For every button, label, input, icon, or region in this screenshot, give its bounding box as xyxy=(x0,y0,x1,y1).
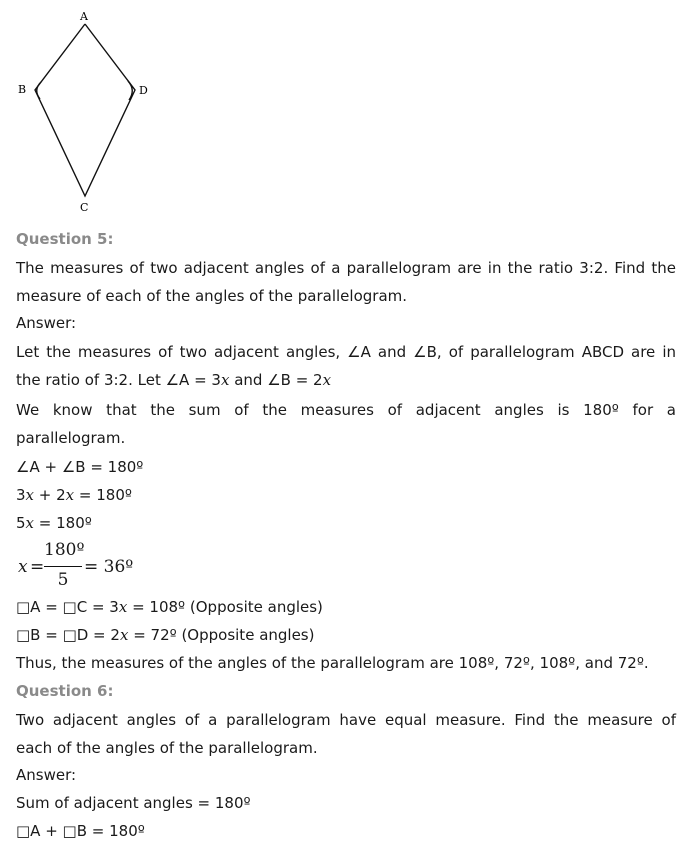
var-x: x xyxy=(322,371,332,389)
var-x: x xyxy=(220,371,230,389)
q5-statement-2-line-2: parallelogram. xyxy=(16,429,126,447)
q5-statement-1-line-1: Let the measures of two adjacent angles, ∠A and ∠B, of parallelogram ABCD are in xyxy=(16,343,676,361)
var-x: x xyxy=(119,626,129,644)
q6-statement-1: Sum of adjacent angles = 180º xyxy=(16,794,251,812)
q5-equation-5 xyxy=(16,598,323,616)
eq6-part-a: □B = □D = 2 xyxy=(16,626,120,644)
frac-lhs: x xyxy=(18,557,28,577)
question-5-text xyxy=(16,254,676,310)
fraction-bar xyxy=(44,566,82,567)
question-6-text xyxy=(16,706,676,762)
question-6-heading: Question 6: xyxy=(16,682,114,700)
eq3-part-a: 5 xyxy=(16,514,26,532)
q5-equation-3 xyxy=(16,514,92,532)
vertex-label-c: C xyxy=(80,201,89,214)
frac-denominator: 5 xyxy=(57,570,69,590)
var-x: x xyxy=(25,514,35,532)
q5-equation-1: ∠A + ∠B = 180º xyxy=(16,458,144,476)
q5-conclusion: Thus, the measures of the angles of the parallelogram are 108º, 72º, 108º, and 72º. xyxy=(16,654,649,672)
frac-equals: = xyxy=(30,557,45,577)
q5-statement-1 xyxy=(16,338,676,394)
frac-rhs: = 36º xyxy=(84,557,134,577)
answer-label-6: Answer: xyxy=(16,766,77,784)
eq6-part-b: = 72º (Opposite angles) xyxy=(128,626,315,644)
answer-label-5: Answer: xyxy=(16,314,77,332)
eq2-part-a: 3 xyxy=(16,486,26,504)
q5-statement-2 xyxy=(16,396,676,452)
question-5-line-2: measure of each of the angles of the parallelogram. xyxy=(16,287,408,305)
q5-let-a: the ratio of 3:2. Let ∠A = 3 xyxy=(16,371,221,389)
eq2-part-c: = 180º xyxy=(74,486,132,504)
q5-let-b: and ∠B = 2 xyxy=(229,371,323,389)
vertex-label-b: B xyxy=(18,83,27,96)
q6-equation-1: □A + □B = 180º xyxy=(16,822,145,840)
question-5-line-1: The measures of two adjacent angles of a parallelogram are in the ratio 3:2. Find the xyxy=(16,259,676,277)
var-x: x xyxy=(118,598,128,616)
var-x: x xyxy=(25,486,35,504)
question-5-heading: Question 5: xyxy=(16,230,114,248)
eq3-part-b: = 180º xyxy=(34,514,92,532)
vertex-label-d: D xyxy=(139,84,148,97)
kite-diagram xyxy=(0,0,180,220)
eq5-part-a: □A = □C = 3 xyxy=(16,598,119,616)
question-6-line-2: each of the angles of the parallelogram. xyxy=(16,739,318,757)
q5-fraction-equation xyxy=(16,540,176,596)
q5-equation-2 xyxy=(16,486,132,504)
question-6-line-1: Two adjacent angles of a parallelogram have equal measure. Find the measure of xyxy=(16,711,676,729)
q5-statement-1-line-2 xyxy=(16,371,331,389)
eq5-part-b: = 108º (Opposite angles) xyxy=(127,598,323,616)
eq2-part-b: + 2 xyxy=(34,486,66,504)
q5-statement-2-line-1: We know that the sum of the measures of adjacent angles is 180º for a xyxy=(16,401,676,419)
var-x: x xyxy=(65,486,75,504)
kite-outline xyxy=(35,24,135,196)
q5-equation-6 xyxy=(16,626,314,644)
vertex-label-a: A xyxy=(80,10,88,23)
frac-numerator: 180º xyxy=(44,540,85,560)
